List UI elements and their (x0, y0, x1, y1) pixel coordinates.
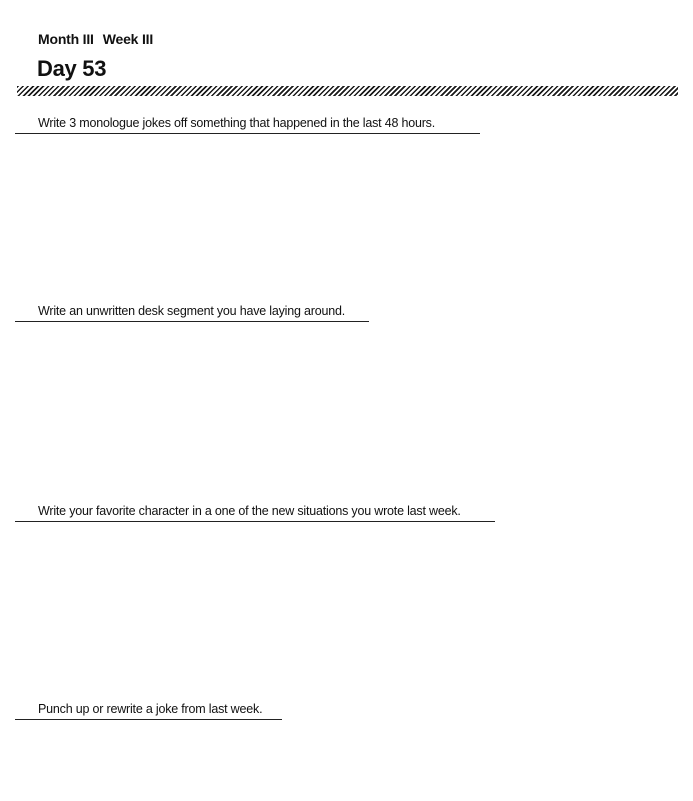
breadcrumb (38, 31, 153, 47)
page-title: Day 53 (37, 56, 107, 81)
prompt-3: Write your favorite character in a one of the new situations you wrote last week. (15, 504, 495, 522)
prompt-2: Write an unwritten desk segment you have laying around. (15, 304, 369, 322)
hatched-divider (17, 86, 678, 96)
prompt-1: Write 3 monologue jokes off something that happened in the last 48 hours. (15, 116, 480, 134)
month-label: Month III (38, 31, 94, 47)
prompt-4: Punch up or rewrite a joke from last week. (15, 702, 282, 720)
week-label: Week III (102, 31, 154, 47)
